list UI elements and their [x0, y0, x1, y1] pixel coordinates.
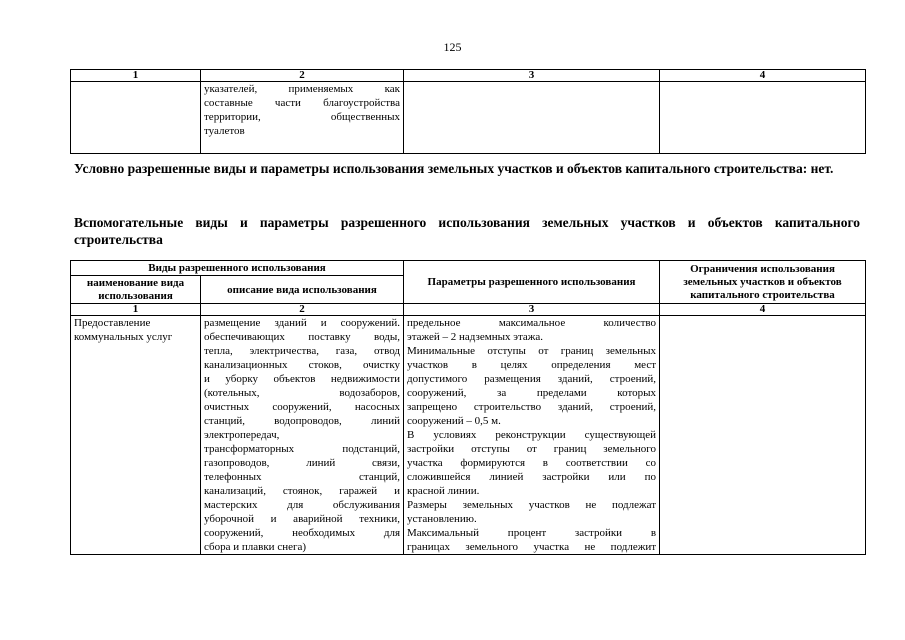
cell-line: сооружений, необходимых для	[204, 527, 401, 539]
cell-line: участков в целях определения мест	[407, 359, 657, 371]
cell-line: установлению.	[407, 513, 477, 525]
table-continued	[70, 69, 866, 154]
cell-line: этажей – 2 надземных этажа.	[407, 331, 544, 343]
table-row	[71, 82, 866, 154]
table-cell	[660, 316, 866, 555]
page-number: 125	[443, 40, 462, 54]
cell-line: сложившейся линией застройки или по	[407, 471, 657, 483]
cell-line: Размеры земельных участков не подлежат	[407, 499, 657, 511]
column-number: 3	[404, 70, 660, 82]
cell-line: красной линии.	[407, 485, 480, 497]
cell-line: (котельных, водозаборов,	[204, 387, 401, 399]
cell-line: составные части благоустройства	[204, 97, 400, 109]
cell-line: уборочной и аварийной техники,	[204, 513, 401, 525]
cell-line: электропередач,	[204, 429, 280, 441]
cell-line: газопроводов, линий связи,	[204, 457, 401, 469]
cell-line: участка формируются в соответствии со	[407, 457, 657, 469]
section-heading-conditional: Условно разрешенные виды и параметры использования земельных участков и объектов капитального строительства: нет.	[74, 161, 834, 176]
header-parameters: Параметры разрешенного использования	[404, 261, 660, 304]
column-number: 4	[660, 304, 866, 316]
column-number: 4	[660, 70, 866, 82]
cell-line: сооружений – 0,5 м.	[407, 415, 501, 427]
cell-line: застройки отступы от границ земельного	[407, 443, 657, 455]
column-number-row	[71, 304, 866, 316]
column-number-row	[71, 70, 866, 82]
header-use-description: описание вида использования	[201, 276, 404, 304]
cell-line: Предоставление	[74, 317, 151, 329]
cell-line: канализационных стоков, очистку	[204, 359, 401, 371]
cell-line: границах земельного участка не подлежит	[407, 541, 657, 553]
cell-line: запрещено строительство зданий, строений,	[407, 401, 657, 413]
cell-line: телефонных станций,	[204, 471, 401, 483]
cell-line: Минимальные отступы от границ земельных	[407, 345, 657, 357]
table-cell	[201, 82, 404, 154]
header-restrictions: Ограничения использования земельных участков и объектов капитального строительства	[660, 261, 866, 304]
header-row	[71, 261, 866, 276]
header-group-label: Виды разрешенного использования	[71, 261, 404, 276]
cell-line: мастерских для обслуживания	[204, 499, 401, 511]
table-cell	[660, 82, 866, 154]
cell-line: обеспечивающих поставку воды,	[204, 331, 401, 343]
table-cell	[404, 316, 660, 555]
cell-line: тепла, электричества, газа, отвод	[204, 345, 401, 357]
cell-line: допустимого размещения зданий, строений,	[407, 373, 657, 385]
cell-line: сбора и плавки снега)	[204, 541, 307, 553]
cell-line: туалетов	[204, 125, 245, 137]
cell-line: канализаций, стоянок, гаражей и	[204, 485, 401, 497]
cell-line: Максимальный процент застройки в	[407, 527, 657, 539]
table-cell	[71, 82, 201, 154]
cell-line: и уборку объектов недвижимости	[204, 373, 401, 385]
cell-line: трансформаторных подстанций,	[204, 443, 401, 455]
cell-line: станций, водопроводов, линий	[204, 415, 401, 427]
cell-line: очистных сооружений, насосных	[204, 401, 401, 413]
section-heading-auxiliary: Вспомогательные виды и параметры разрешенного использования земельных участков и объектов капитального строительства	[74, 215, 860, 247]
column-number: 3	[404, 304, 660, 316]
table-cell	[201, 316, 404, 555]
cell-line: В условиях реконструкции существующей	[407, 429, 657, 441]
cell-line: указателей, применяемых как	[204, 83, 400, 95]
column-number: 2	[201, 70, 404, 82]
cell-line: коммунальных услуг	[74, 331, 173, 343]
column-number: 1	[71, 70, 201, 82]
table-cell	[404, 82, 660, 154]
cell-line: территории, общественных	[204, 111, 400, 123]
table-cell	[71, 316, 201, 555]
cell-line: размещение зданий и сооружений.	[204, 317, 401, 329]
column-number: 1	[71, 304, 201, 316]
column-number: 2	[201, 304, 404, 316]
cell-line: предельное максимальное количество	[407, 317, 657, 329]
cell-line: сооружений, за пределами которых	[407, 387, 657, 399]
table-row	[71, 316, 866, 555]
auxiliary-uses-table	[70, 260, 866, 555]
header-use-name: наименование вида использования	[71, 276, 201, 304]
